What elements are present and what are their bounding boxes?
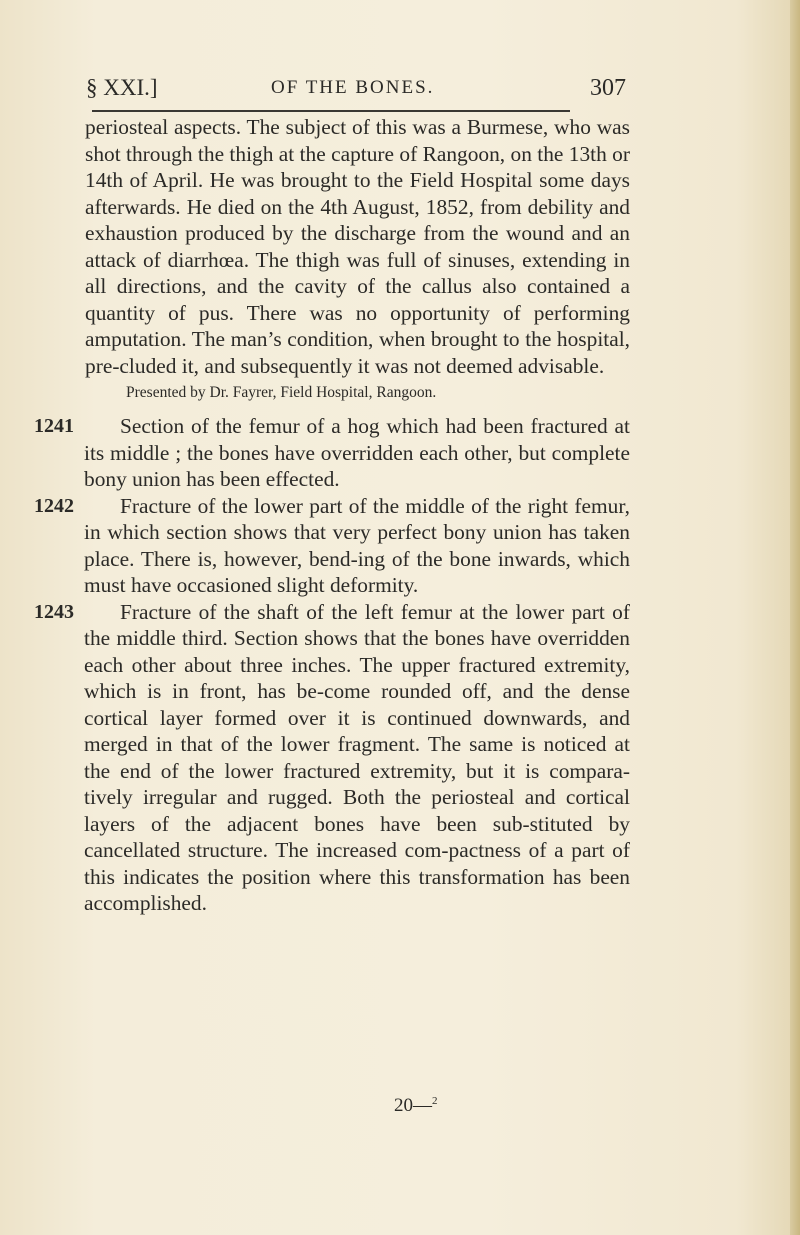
page-number: 307	[590, 75, 626, 101]
body-text	[0, 114, 800, 917]
catalogue-entry	[34, 493, 630, 599]
intro-paragraph: periosteal aspects. The subject of this was a Burmese, who was shot through the thigh at the capture of Rangoon, on the 13th or 14th of April. He was brought to the Field Hospital some days afterwards. He died on the 4th August, 1852, from debility and exhaustion produced by the discharge from the wound and an attack of diarrhœa. The thigh was full of sinuses, extending in all directions, and the cavity of the callus also contained a quantity of pus. There was no opportunity of performing amputation. The man’s condition, when brought to the hospital, pre-cluded it, and subsequently it was not deemed advisable.	[85, 115, 630, 378]
entry-number: 1243	[34, 600, 74, 623]
running-title: OF THE BONES.	[271, 77, 435, 98]
signature-text: 20—	[394, 1095, 432, 1116]
credit-line: Presented by Dr. Fayrer, Field Hospital, Rangoon.	[126, 384, 437, 401]
header-rule	[92, 110, 570, 112]
entry-number: 1241	[34, 415, 74, 437]
catalogue-entry	[34, 413, 630, 493]
signature-mark	[394, 1095, 438, 1117]
catalogue-entry	[34, 599, 630, 917]
section-marker: § XXI.]	[86, 75, 158, 100]
entry-text: Fracture of the shaft of the left femur at the lower part of the middle third. Section shows that the bones have overridden each other about three inches. The upper fractured extremity, which is in front, has be-come rounded off, and the dense cortical layer formed over it is continued downwards, and merged in that of the lower fragment. The same is noticed at the end of the lower fractured extremity, but it is compara-tively irregular and rugged. Both the periosteal and cortical layers of the adjacent bones have been sub-stituted by cancellated structure. The increased com-pactness of a part of this indicates the position where this transformation has been accomplished.	[84, 599, 630, 915]
entry-text: Section of the femur of a hog which had been fractured at its middle ; the bones have overridden each other, but complete bony union has been effected.	[84, 414, 630, 491]
entry-number: 1242	[34, 494, 74, 517]
running-header	[86, 75, 628, 109]
signature-superscript: 2	[432, 1095, 438, 1107]
entry-text: Fracture of the lower part of the middle of the right femur, in which section shows that very perfect bony union has taken place. There is, however, bend-ing of the bone inwards, which must have occasioned slight deformity.	[84, 493, 630, 597]
